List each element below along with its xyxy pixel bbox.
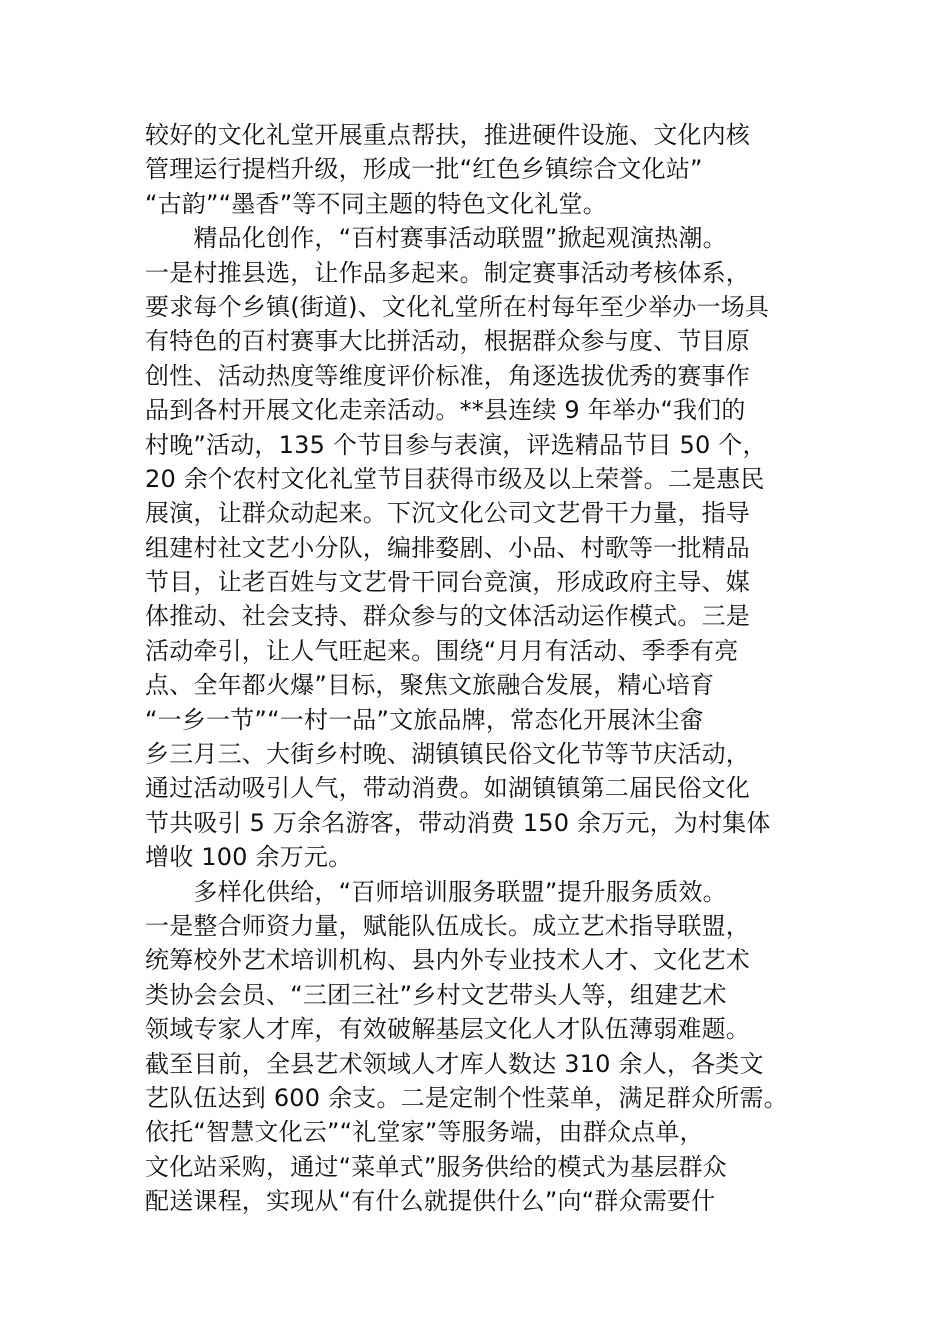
text-line: 节共吸引 5 万余名游客，带动消费 150 余万元，为村集体 bbox=[145, 808, 771, 837]
text-line: 点、全年都火爆”目标，聚焦文旅融合发展，精心培育 bbox=[145, 671, 715, 700]
text-line: 有特色的百村赛事大比拼活动，根据群众参与度、节目原 bbox=[145, 327, 750, 356]
text-line: 类协会会员、“三团三社”乡村文艺带头人等，组建艺术 bbox=[145, 980, 727, 1009]
text-line: 领域专家人才库，有效破解基层文化人才队伍薄弱难题。 bbox=[145, 1015, 750, 1044]
text-line: 一是村推县选，让作品多起来。制定赛事活动考核体系， bbox=[145, 258, 750, 287]
document-page bbox=[145, 118, 815, 1219]
text-line: 要求每个乡镇(街道)、文化礼堂所在村每年至少举办一场具 bbox=[145, 292, 770, 321]
text-line: 截至目前，全县艺术领域人才库人数达 310 余人，各类文 bbox=[145, 1049, 764, 1078]
text-line: 创性、活动热度等维度评价标准，角逐选拔优秀的赛事作 bbox=[145, 361, 750, 390]
text-line: 品到各村开展文化走亲活动。**县连续 9 年举办“我们的 bbox=[145, 396, 746, 425]
text-line: 一是整合师资力量，赋能队伍成长。成立艺术指导联盟， bbox=[145, 911, 750, 940]
text-line: 较好的文化礼堂开展重点帮扶，推进硬件设施、文化内核 bbox=[145, 121, 750, 149]
text-line: 配送课程，实现从“有什么就提供什么”向“群众需要什 bbox=[145, 1187, 716, 1216]
text-line: “古韵”“墨香”等不同主题的特色文化礼堂。 bbox=[145, 189, 607, 218]
text-line: 村晚”活动，135 个节目参与表演，评选精品节目 50 个， bbox=[145, 430, 767, 459]
text-line: 统筹校外艺术培训机构、县内外专业技术人才、文化艺术 bbox=[145, 946, 750, 975]
text-line: 体推动、社会支持、群众参与的文体活动运作模式。三是 bbox=[145, 602, 750, 631]
text-line: 艺队伍达到 600 余支。二是定制个性菜单，满足群众所需。 bbox=[145, 1083, 788, 1112]
text-line: 文化站采购，通过“菜单式”服务供给的模式为基层群众 bbox=[145, 1152, 727, 1181]
text-line: 乡三月三、大街乡村晚、湖镇镇民俗文化节等节庆活动， bbox=[145, 740, 750, 769]
text-line: 组建村社文艺小分队，编排婺剧、小品、村歌等一批精品 bbox=[145, 533, 750, 562]
text-line: 节目，让老百姓与文艺骨干同台竞演，形成政府主导、媒 bbox=[145, 568, 750, 597]
text-line: 展演，让群众动起来。下沉文化公司文艺骨干力量，指导 bbox=[145, 499, 750, 528]
text-line: 20 余个农村文化礼堂节目获得市级及以上荣誉。二是惠民 bbox=[145, 464, 765, 493]
paragraph-start-line: 多样化供给，“百师培训服务联盟”提升服务质效。 bbox=[145, 877, 727, 906]
paragraph-start-line: 精品化创作，“百村赛事活动联盟”掀起观演热潮。 bbox=[145, 224, 727, 253]
text-line: “一乡一节”“一村一品”文旅品牌，常态化开展沐尘畲 bbox=[145, 705, 704, 734]
text-line: 管理运行提档升级，形成一批“红色乡镇综合文化站” bbox=[145, 155, 703, 184]
text-line: 通过活动吸引人气，带动消费。如湖镇镇第二届民俗文化 bbox=[145, 774, 750, 803]
text-line: 增收 100 余万元。 bbox=[145, 843, 353, 872]
text-line: 依托“智慧文化云”“礼堂家”等服务端，由群众点单， bbox=[145, 1118, 704, 1147]
text-line: 活动牵引，让人气旺起来。围绕“月月有活动、季季有亮 bbox=[145, 636, 739, 665]
